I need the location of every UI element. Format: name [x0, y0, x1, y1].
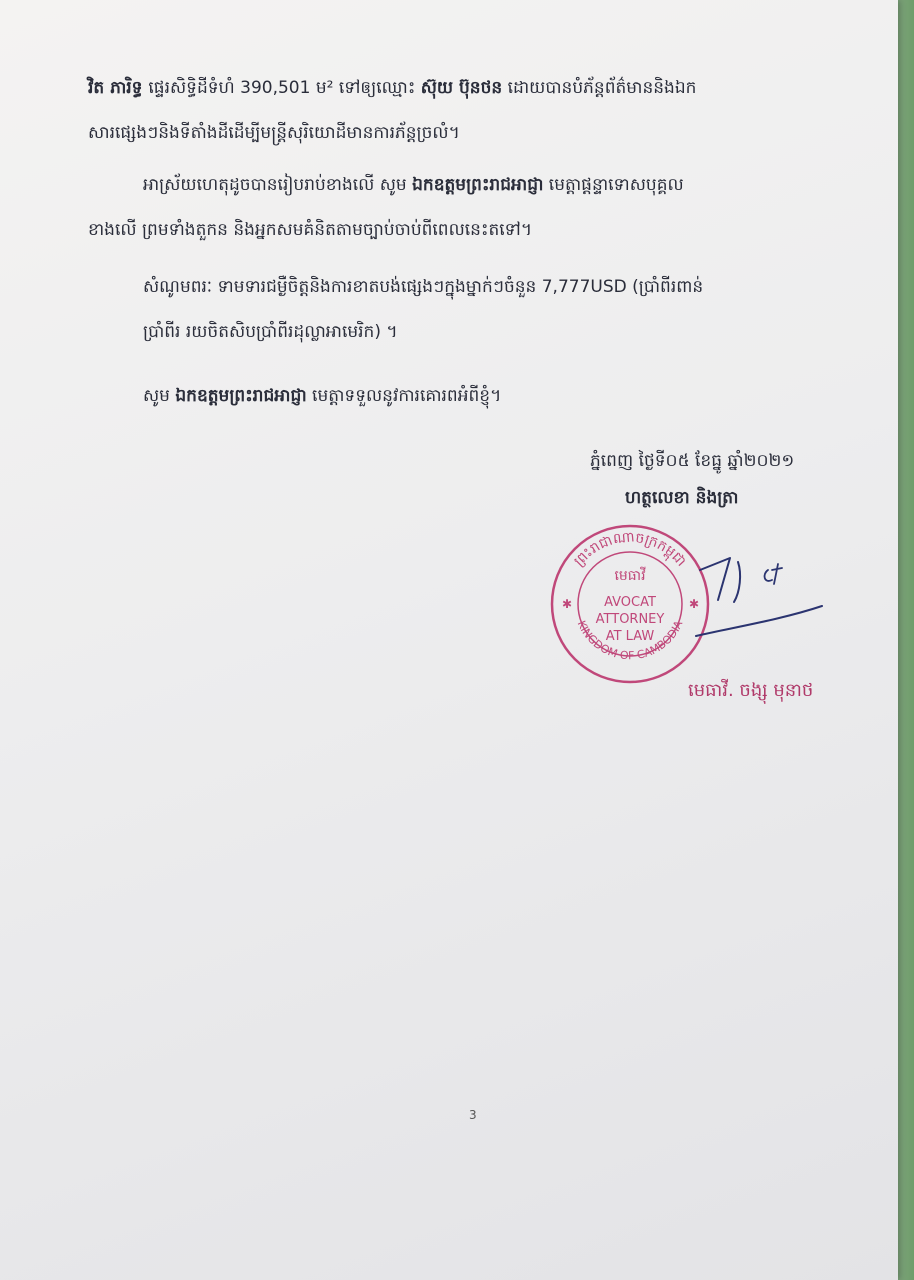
lawyer-name: មេធាវី. ចង្សុ មុនាថ	[688, 680, 814, 701]
text-run: ដោយបានបំភ័ន្តព័ត៌មាននិងឯក	[502, 78, 697, 98]
paragraph-1-line-1	[88, 76, 696, 100]
seal-title: មេធាវី	[614, 568, 646, 584]
seal-line-attorney: ATTORNEY	[595, 612, 665, 627]
text-run: អាស្រ័យហេតុដូចបានរៀបរាប់ខាងលើ សូម	[143, 175, 413, 195]
seal-star-left: ✱	[562, 597, 573, 611]
text-run: ឯកឧត្តមព្រះរាជអាជ្ញា	[175, 386, 307, 406]
text-run: សំណូមពរៈ ទាមទារជម្ងឺចិត្តនិងការខាតបង់ផ្សេងៗក្នុងម្នាក់ៗចំនួន 7,777USD (ប្រាំពីរពាន់	[143, 277, 704, 297]
paragraph-3-line-2	[143, 320, 398, 344]
seal-outer-text: ព្រះរាជាណាចក្រកម្ពុជា	[571, 529, 690, 570]
text-run: សូម	[143, 386, 176, 406]
text-run: ប្រាំពីរ រយចិតសិបប្រាំពីរដុល្លាអាមេរិក) ។	[143, 322, 398, 342]
lawyer-seal-stamp	[548, 522, 712, 686]
page-number: 3	[469, 1108, 477, 1122]
seal-bottom-text: KINGDOM OF CAMBODIA	[574, 618, 686, 663]
paragraph-3-line-1	[143, 275, 703, 299]
place-and-date: ភ្នំពេញ ថ្ងៃទី០៥ ខែធ្នូ ឆ្នាំ២០២១	[590, 451, 795, 471]
text-run: មេត្តាផ្តន្ទាទោសបុគ្គល	[543, 175, 684, 195]
seal-line-avocat: AVOCAT	[604, 595, 656, 610]
text-run: ផ្ទេរសិទ្ធិដីទំហំ 390,501 ម² ទៅឲ្យឈ្មោះ	[148, 78, 421, 98]
paragraph-2-line-1	[143, 173, 684, 197]
handwritten-signature	[690, 540, 830, 650]
text-run: ឯកឧត្តមព្រះរាជអាជ្ញា	[412, 175, 544, 195]
text-run: មេត្តាទទួលនូវការគោរពអំពីខ្ញុំ។	[306, 386, 502, 406]
seal-line-at-law: AT LAW	[605, 629, 655, 644]
paragraph-4-line-1	[143, 384, 501, 408]
signature-and-seal-label: ហត្ថលេខា និងត្រា	[625, 488, 739, 508]
text-run: វិត ភារិទ្ធ	[88, 78, 149, 98]
paragraph-1-line-2	[88, 121, 460, 145]
text-run: ស៊ុយ ប៊ុនថន	[420, 78, 503, 98]
text-run: សារផ្សេងៗនិងទីតាំងដីដើម្បីមន្ត្រីសុរិយោដីមានការភ័ន្តច្រលំ។	[88, 123, 460, 143]
text-run: ខាងលើ ព្រមទាំងតួកន និងអ្នកសមគំនិតតាមច្បាប់ចាប់ពីពេលនេះតទៅ។	[88, 220, 533, 240]
seal-star-right: ✱	[689, 597, 700, 611]
paragraph-2-line-2	[88, 218, 532, 242]
